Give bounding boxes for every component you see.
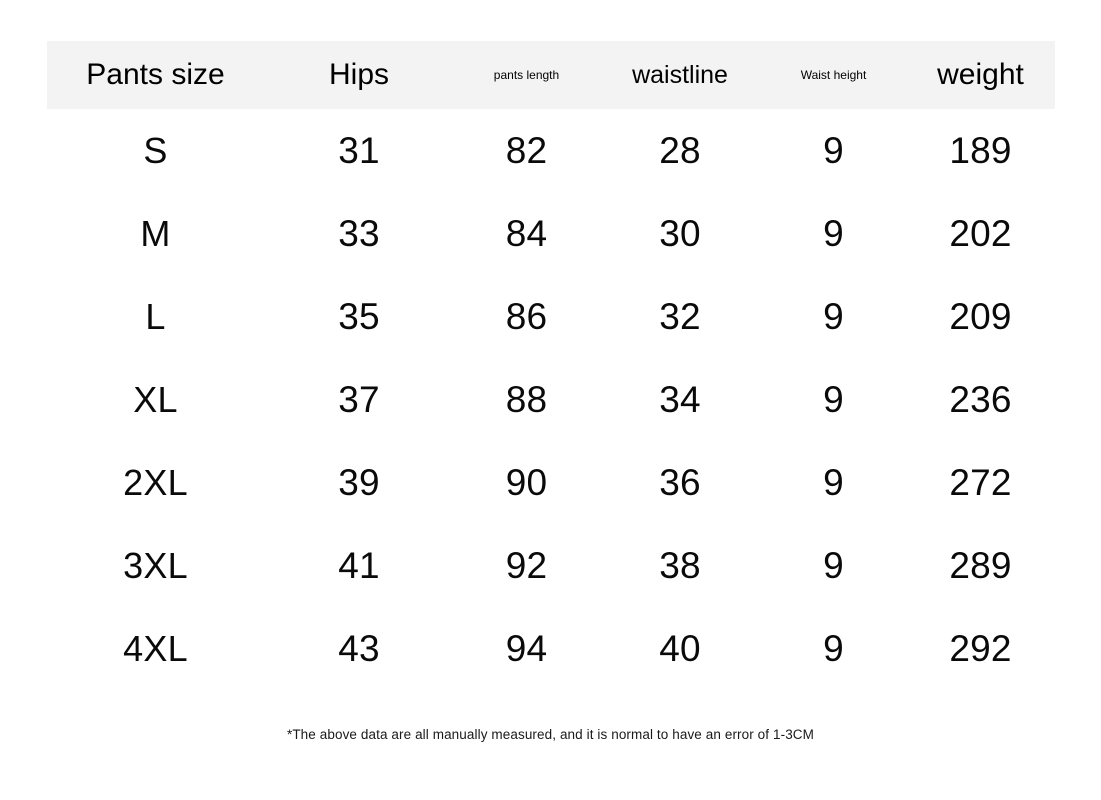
cell-waist-height: 9 (823, 295, 844, 337)
table-row (47, 524, 1055, 607)
cell-waistline: 38 (659, 544, 701, 586)
cell-size: L (145, 295, 166, 337)
table-header-row (47, 41, 1055, 109)
header-weight: weight (937, 58, 1024, 91)
cell-weight: 209 (949, 295, 1012, 337)
cell-hips: 31 (338, 129, 380, 171)
cell-hips: 41 (338, 544, 380, 586)
cell-hips: 43 (338, 627, 380, 669)
cell-waist-height: 9 (823, 627, 844, 669)
table-row (47, 275, 1055, 358)
cell-pants-length: 90 (505, 461, 548, 503)
cell-size: 3XL (123, 544, 188, 586)
measurement-disclaimer: *The above data are all manually measured, and it is normal to have an error of 1-3CM (286, 727, 815, 742)
cell-weight: 236 (949, 378, 1012, 420)
cell-waistline: 34 (659, 378, 701, 420)
cell-waistline: 32 (659, 295, 701, 337)
cell-pants-length: 84 (505, 212, 548, 254)
cell-waist-height: 9 (823, 544, 844, 586)
header-waistline: waistline (632, 60, 728, 89)
table-row (47, 607, 1055, 690)
cell-weight: 202 (949, 212, 1012, 254)
cell-size: M (140, 212, 171, 254)
header-waist-height: Waist height (800, 68, 867, 82)
cell-size: 2XL (123, 461, 188, 503)
cell-waistline: 28 (659, 129, 701, 171)
cell-pants-length: 94 (505, 627, 548, 669)
cell-waist-height: 9 (823, 212, 844, 254)
header-pants-size: Pants size (86, 58, 225, 91)
cell-pants-length: 88 (505, 378, 548, 420)
table-row (47, 109, 1055, 192)
cell-pants-length: 82 (505, 129, 548, 171)
cell-pants-length: 92 (505, 544, 548, 586)
cell-pants-length: 86 (505, 295, 548, 337)
cell-waistline: 30 (659, 212, 701, 254)
table-body (47, 109, 1055, 690)
cell-waistline: 36 (659, 461, 701, 503)
header-pants-length: pants length (493, 68, 560, 82)
cell-waistline: 40 (659, 627, 701, 669)
cell-size: S (143, 129, 168, 171)
cell-waist-height: 9 (823, 461, 844, 503)
cell-hips: 37 (338, 378, 380, 420)
cell-hips: 33 (338, 212, 380, 254)
header-hips: Hips (328, 58, 389, 91)
cell-hips: 39 (338, 461, 380, 503)
cell-weight: 189 (949, 129, 1012, 171)
table-row (47, 358, 1055, 441)
cell-waist-height: 9 (823, 129, 844, 171)
table-header (47, 41, 1055, 109)
cell-weight: 289 (949, 544, 1012, 586)
cell-size: XL (133, 378, 178, 420)
cell-size: 4XL (123, 627, 188, 669)
cell-weight: 272 (949, 461, 1012, 503)
table-row (47, 192, 1055, 275)
cell-waist-height: 9 (823, 378, 844, 420)
cell-hips: 35 (338, 295, 380, 337)
cell-weight: 292 (949, 627, 1012, 669)
table-row (47, 441, 1055, 524)
size-chart-table (47, 41, 1055, 690)
